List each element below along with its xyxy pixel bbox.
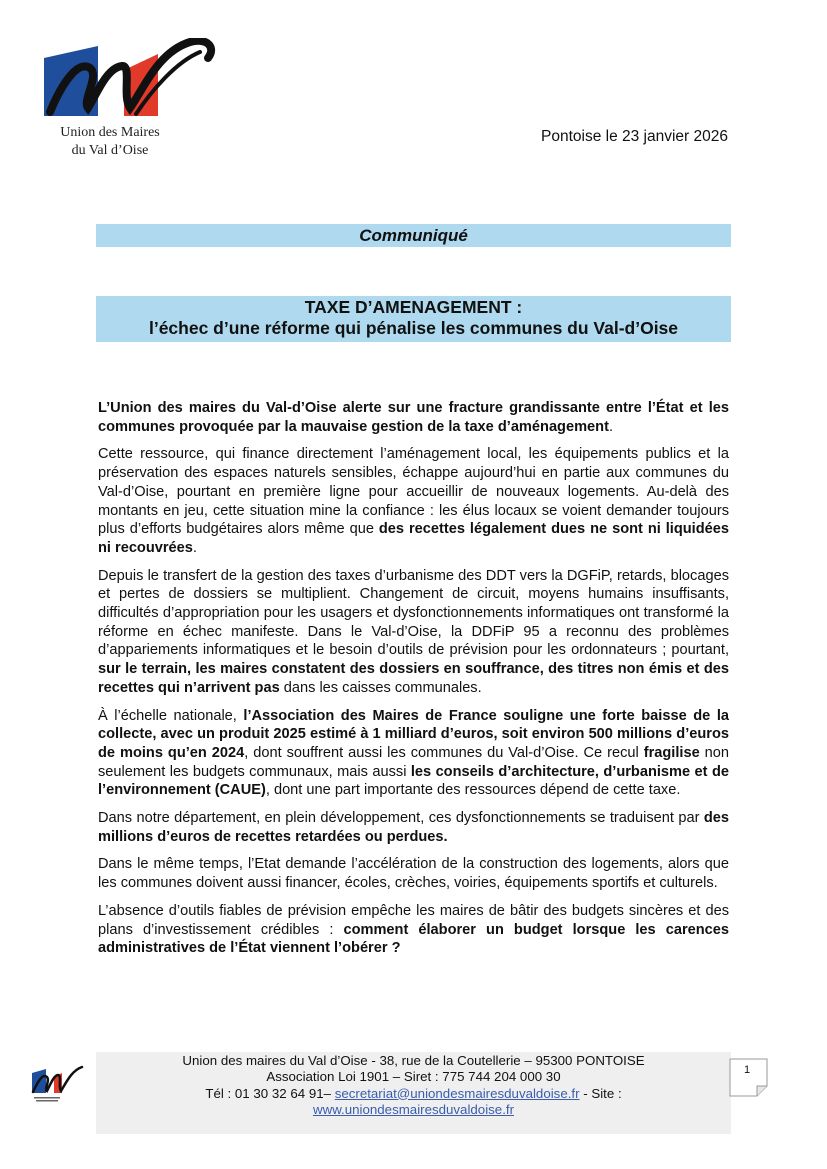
logo-mark — [40, 38, 240, 128]
communique-banner: Communiqué — [96, 224, 731, 247]
paragraph-conclusion: L’absence d’outils fiables de prévision empêche les maires de bâtir des budgets sincères et des plans d’investissement crédibles : comment élaborer un budget lorsque les carences administratives de l’État viennent l’obérer ? — [98, 902, 729, 957]
page-number: 1 — [743, 1064, 751, 1076]
org-name — [40, 124, 180, 160]
paragraph-intro: L’Union des maires du Val-d’Oise alerte sur une fracture grandissante entre l’État et les communes provoquée par la mauvaise gestion de la taxe d’aménagement. — [98, 400, 729, 435]
paragraph-national: À l’échelle nationale, l’Association des Maires de France souligne une forte baisse de la collecte, avec un produit 2025 estimé à 1 milliard d’euros, soit environ 500 millions d’euros de moins qu’en 2024, dont souffrent aussi les communes du Val-d’Oise. Ce recul fragilise non seulement les budgets communaux, mais aussi les conseils d’architecture, d’urbanisme et de l’environnement (CAUE), dont une part importante des ressources dépend de cette taxe. — [98, 707, 729, 799]
title-banner — [96, 296, 731, 342]
paragraph-transfer: Depuis le transfert de la gestion des taxes d’urbanisme des DDT vers la DGFiP, retards, blocages et pertes de dossiers se multiplient. Changement de circuit, moyens humains insuffisants, difficultés d’appropriation pour les usagers et dysfonctionnements informatiques ont transformé la réforme en échec manifeste. Dans le Val-d’Oise, la DDFiP 95 a reconnu des problèmes d’appariements informatiques et le besoin d’outils de prévision pour les ordonnateurs ; pourtant, sur le terrain, les maires constatent des dossiers en souffrance, des titres non émis et des recettes qui n’arrivent pas dans les caisses communales. — [98, 567, 729, 696]
page-number-box — [729, 1058, 769, 1098]
website-link[interactable]: www.uniondesmairesduvaldoise.fr — [312, 1101, 515, 1117]
org-name-line1: Union des Maires — [60, 125, 160, 140]
footer-line4 — [96, 1102, 731, 1118]
footer — [96, 1052, 731, 1134]
org-name-line2: du Val d’Oise — [71, 143, 149, 158]
title-line1: TAXE D’AMENAGEMENT : — [304, 297, 523, 317]
footer-logo — [28, 1063, 88, 1105]
press-release-body — [98, 399, 729, 967]
paragraph-department: Dans notre département, en plein développement, ces dysfonctionnements se traduisent par des millions d’euros de recettes retardées ou perdues. — [98, 810, 729, 845]
paragraph-resource: Cette ressource, qui finance directement l’aménagement local, les équipements publics et la préservation des espaces naturels sensibles, échappe aujourd’hui en partie aux communes du Val-d’Oise, pourtant en première ligne pour accueillir de nouveaux logements. Au-delà des montants en jeu, cette situation mine la confiance : les élus locaux se voient demander toujours plus d’efforts budgétaires alors même que des recettes légalement dues ne sont ni liquidées ni recouvrées. — [98, 446, 729, 556]
paragraph-state: Dans le même temps, l’Etat demande l’accélération de la construction des logements, alors que les communes doivent aussi financer, écoles, crèches, voiries, équipements sportifs et culturels. — [98, 856, 729, 892]
footer-logo-mark — [28, 1063, 88, 1105]
logo — [40, 38, 240, 163]
date-line: Pontoise le 23 janvier 2026 — [541, 128, 728, 145]
footer-line2: Association Loi 1901 – Siret : 775 744 204 000 30 — [266, 1069, 561, 1085]
title-line2: l’échec d’une réforme qui pénalise les communes du Val-d’Oise — [148, 318, 679, 338]
email-link[interactable]: secretariat@uniondesmairesduvaldoise.fr — [334, 1085, 580, 1101]
footer-line3: Tél : 01 30 32 64 91– secretariat@uniondesmairesduvaldoise.fr - Site : — [205, 1085, 622, 1101]
footer-line1: Union des maires du Val d’Oise - 38, rue de la Coutellerie – 95300 PONTOISE — [182, 1053, 645, 1068]
